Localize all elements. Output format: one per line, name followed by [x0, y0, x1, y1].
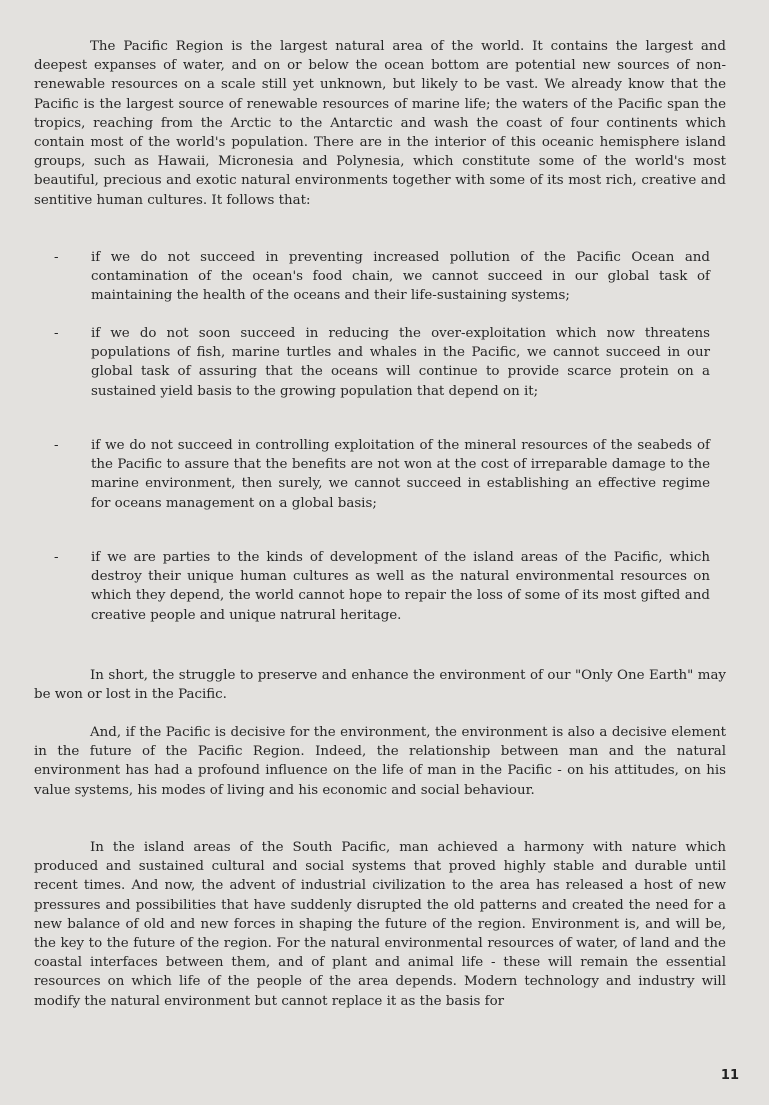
summary-paragraph: In short, the struggle to preserve and enhance the environment of our "Only One Earth" may be won or lost in the Pacific.	[34, 668, 726, 703]
bullet-dash: -	[54, 550, 59, 565]
page-number: 11	[720, 1068, 739, 1083]
list-item-text: if we do not succeed in preventing increased pollution of the Pacific Ocean and contamination of the ocean's food chain, we cannot succeed in our global task of maintaining the health of the oceans and their life-sustaining systems;	[91, 250, 710, 304]
list-item-text: if we do not soon succeed in reducing the over-exploitation which now threatens populations of fish, marine turtles and whales in the Pacific, we cannot succeed in our global task of assuring that the oceans will continue to provide scarce protein on a sustained yield basis to the growing population that depend on it;	[91, 326, 710, 399]
list-item-text: if we are parties to the kinds of development of the island areas of the Pacific, which destroy their unique human cultures as well as the natural environmental resources on which they depend, the world cannot hope to repair the loss of some of its most gifted and creative people and unique natrural heritage.	[91, 550, 710, 623]
bullet-dash: -	[54, 250, 59, 265]
intro-paragraph: The Pacific Region is the largest natural area of the world. It contains the largest and deepest expanses of water, and on or below the ocean bottom are potential new sources of non-renewable resources on a scale still yet unknown, but likely to be vast. We already know that the Pacific is the largest source of renewable resources of marine life; the waters of the Pacific span the tropics, reaching from the Arctic to the Antarctic and wash the coast of four continents which contain most of the world's population. There are in the interior of this oceanic hemisphere island groups, such as Hawaii, Micronesia and Polynesia, which constitute some of the world's most beautiful, precious and exotic natural environments together with some of its most rich, creative and sentitive human cultures. It follows that:	[34, 39, 726, 208]
body-paragraph: And, if the Pacific is decisive for the environment, the environment is also a decisive element in the future of the Pacific Region. Indeed, the relationship between man and the natural environment has had a profound influence on the life of man in the Pacific - on his attitudes, on his value systems, his modes of living and his economic and social behaviour.	[34, 725, 726, 798]
body-paragraph: In the island areas of the South Pacific, man achieved a harmony with nature which produced and sustained cultural and social systems that proved highly stable and durable until recent times. And now, the advent of industrial civilization to the area has released a host of new pressures and possibilities that have suddenly disrupted the old patterns and created the need for a new balance of old and new forces in shaping the future of the region. Environment is, and will be, the key to the future of the region. For the natural environmental resources of water, of land and the coastal interfaces between them, and of plant and animal life - these will remain the essential resources on which life of the people of the area depends. Modern technology and industry will modify the natural environment but cannot replace it as the basis for	[34, 840, 726, 1009]
list-item-text: if we do not succeed in controlling exploitation of the mineral resources of the seabeds of the Pacific to assure that the benefits are not won at the cost of irreparable damage to the marine environment, then surely, we cannot succeed in establishing an effective regime for oceans management on a global basis;	[91, 438, 710, 511]
bullet-dash: -	[54, 326, 59, 341]
bullet-dash: -	[54, 438, 59, 453]
